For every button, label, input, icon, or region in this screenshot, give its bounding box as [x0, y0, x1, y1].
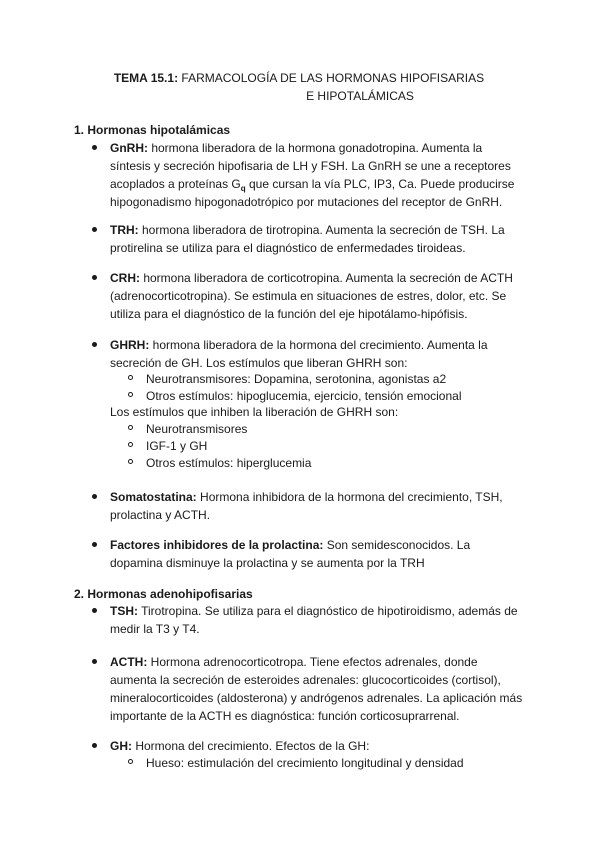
sublist-item: Otros estímulos: hiperglucemia — [146, 456, 312, 470]
list-item-gh: GH: Hormona del crecimiento. Efectos de la GH: — [110, 737, 540, 755]
list-item-trh: TRH: hormona liberadora de tirotropina. Aumenta la secreción de TSH. La protirelina se utiliza para el diagnóstico de enfermedades tiroideas. — [110, 221, 540, 257]
list-item-somatostatina: Somatostatina: Hormona inhibidora de la hormona del crecimiento, TSH, prolactina y ACTH. — [110, 488, 540, 524]
document-title — [0, 69, 600, 105]
list-item-ghrh: GHRH: hormona liberadora de la hormona del crecimiento. Aumenta la secreción de GH. Los estímulos que liberan GHRH son: — [110, 336, 540, 372]
ghrh-inhibitors-intro: Los estímulos que inhiben la liberación de GHRH son: — [110, 405, 399, 419]
sublist-item: Neurotransmisores — [146, 422, 248, 436]
sublist-item: Otros estímulos: hipoglucemia, ejercicio, tensión emocional — [146, 389, 462, 403]
section-heading-adenohypophyseal: 2. Hormonas adenohipofisarias — [74, 587, 253, 601]
section-heading-hypothalamic: 1. Hormonas hipotalámicas — [74, 123, 231, 137]
list-item-crh: CRH: hormona liberadora de corticotropina. Aumenta la secreción de ACTH (adrenocorticotropina). Se estimula en situaciones de estres, dolor, etc. Se utiliza para el diagnóstico de la función del eje hipotálamo-hipófisis. — [110, 269, 540, 323]
list-item-prolactin-inhibitors: Factores inhibidores de la prolactina: Son semidesconocidos. La dopamina disminuye la prolactina y se aumenta por la TRH — [110, 536, 540, 572]
list-item-tsh: TSH: Tirotropina. Se utiliza para el diagnóstico de hipotiroidismo, además de medir la T3 y T4. — [110, 602, 540, 638]
title-line-2: E HIPOTALÁMICAS — [306, 89, 414, 103]
sublist-item: IGF-1 y GH — [146, 439, 208, 453]
list-item-gnrh: GnRH: hormona liberadora de la hormona gonadotropina. Aumenta la síntesis y secreción hipofisaria de LH y FSH. La GnRH se une a receptores acoplados a proteínas $G_q$ que cursan la vía PLC, IP3, Ca. Puede producirse hipogonadismo hipogonadotrópico por mutaciones del receptor de GnRH. — [110, 139, 540, 211]
sublist-item: Hueso: estimulación del crecimiento longitudinal y densidad — [146, 756, 464, 770]
sublist-item: Neurotransmisores: Dopamina, serotonina, agonistas a2 — [146, 372, 447, 386]
title-line-1: TEMA 15.1: FARMACOLOGÍA DE LAS HORMONAS HIPOFISARIAS — [113, 71, 485, 85]
list-item-acth: ACTH: Hormona adrenocorticotropa. Tiene efectos adrenales, donde aumenta la secreción de esteroides adrenales: glucocorticoides (cortisol), mineralocorticoides (aldosterona) y andrógenos adrenales. La aplicación más importante de la ACTH es diagnóstica: función corticosuprarrenal. — [110, 653, 540, 725]
